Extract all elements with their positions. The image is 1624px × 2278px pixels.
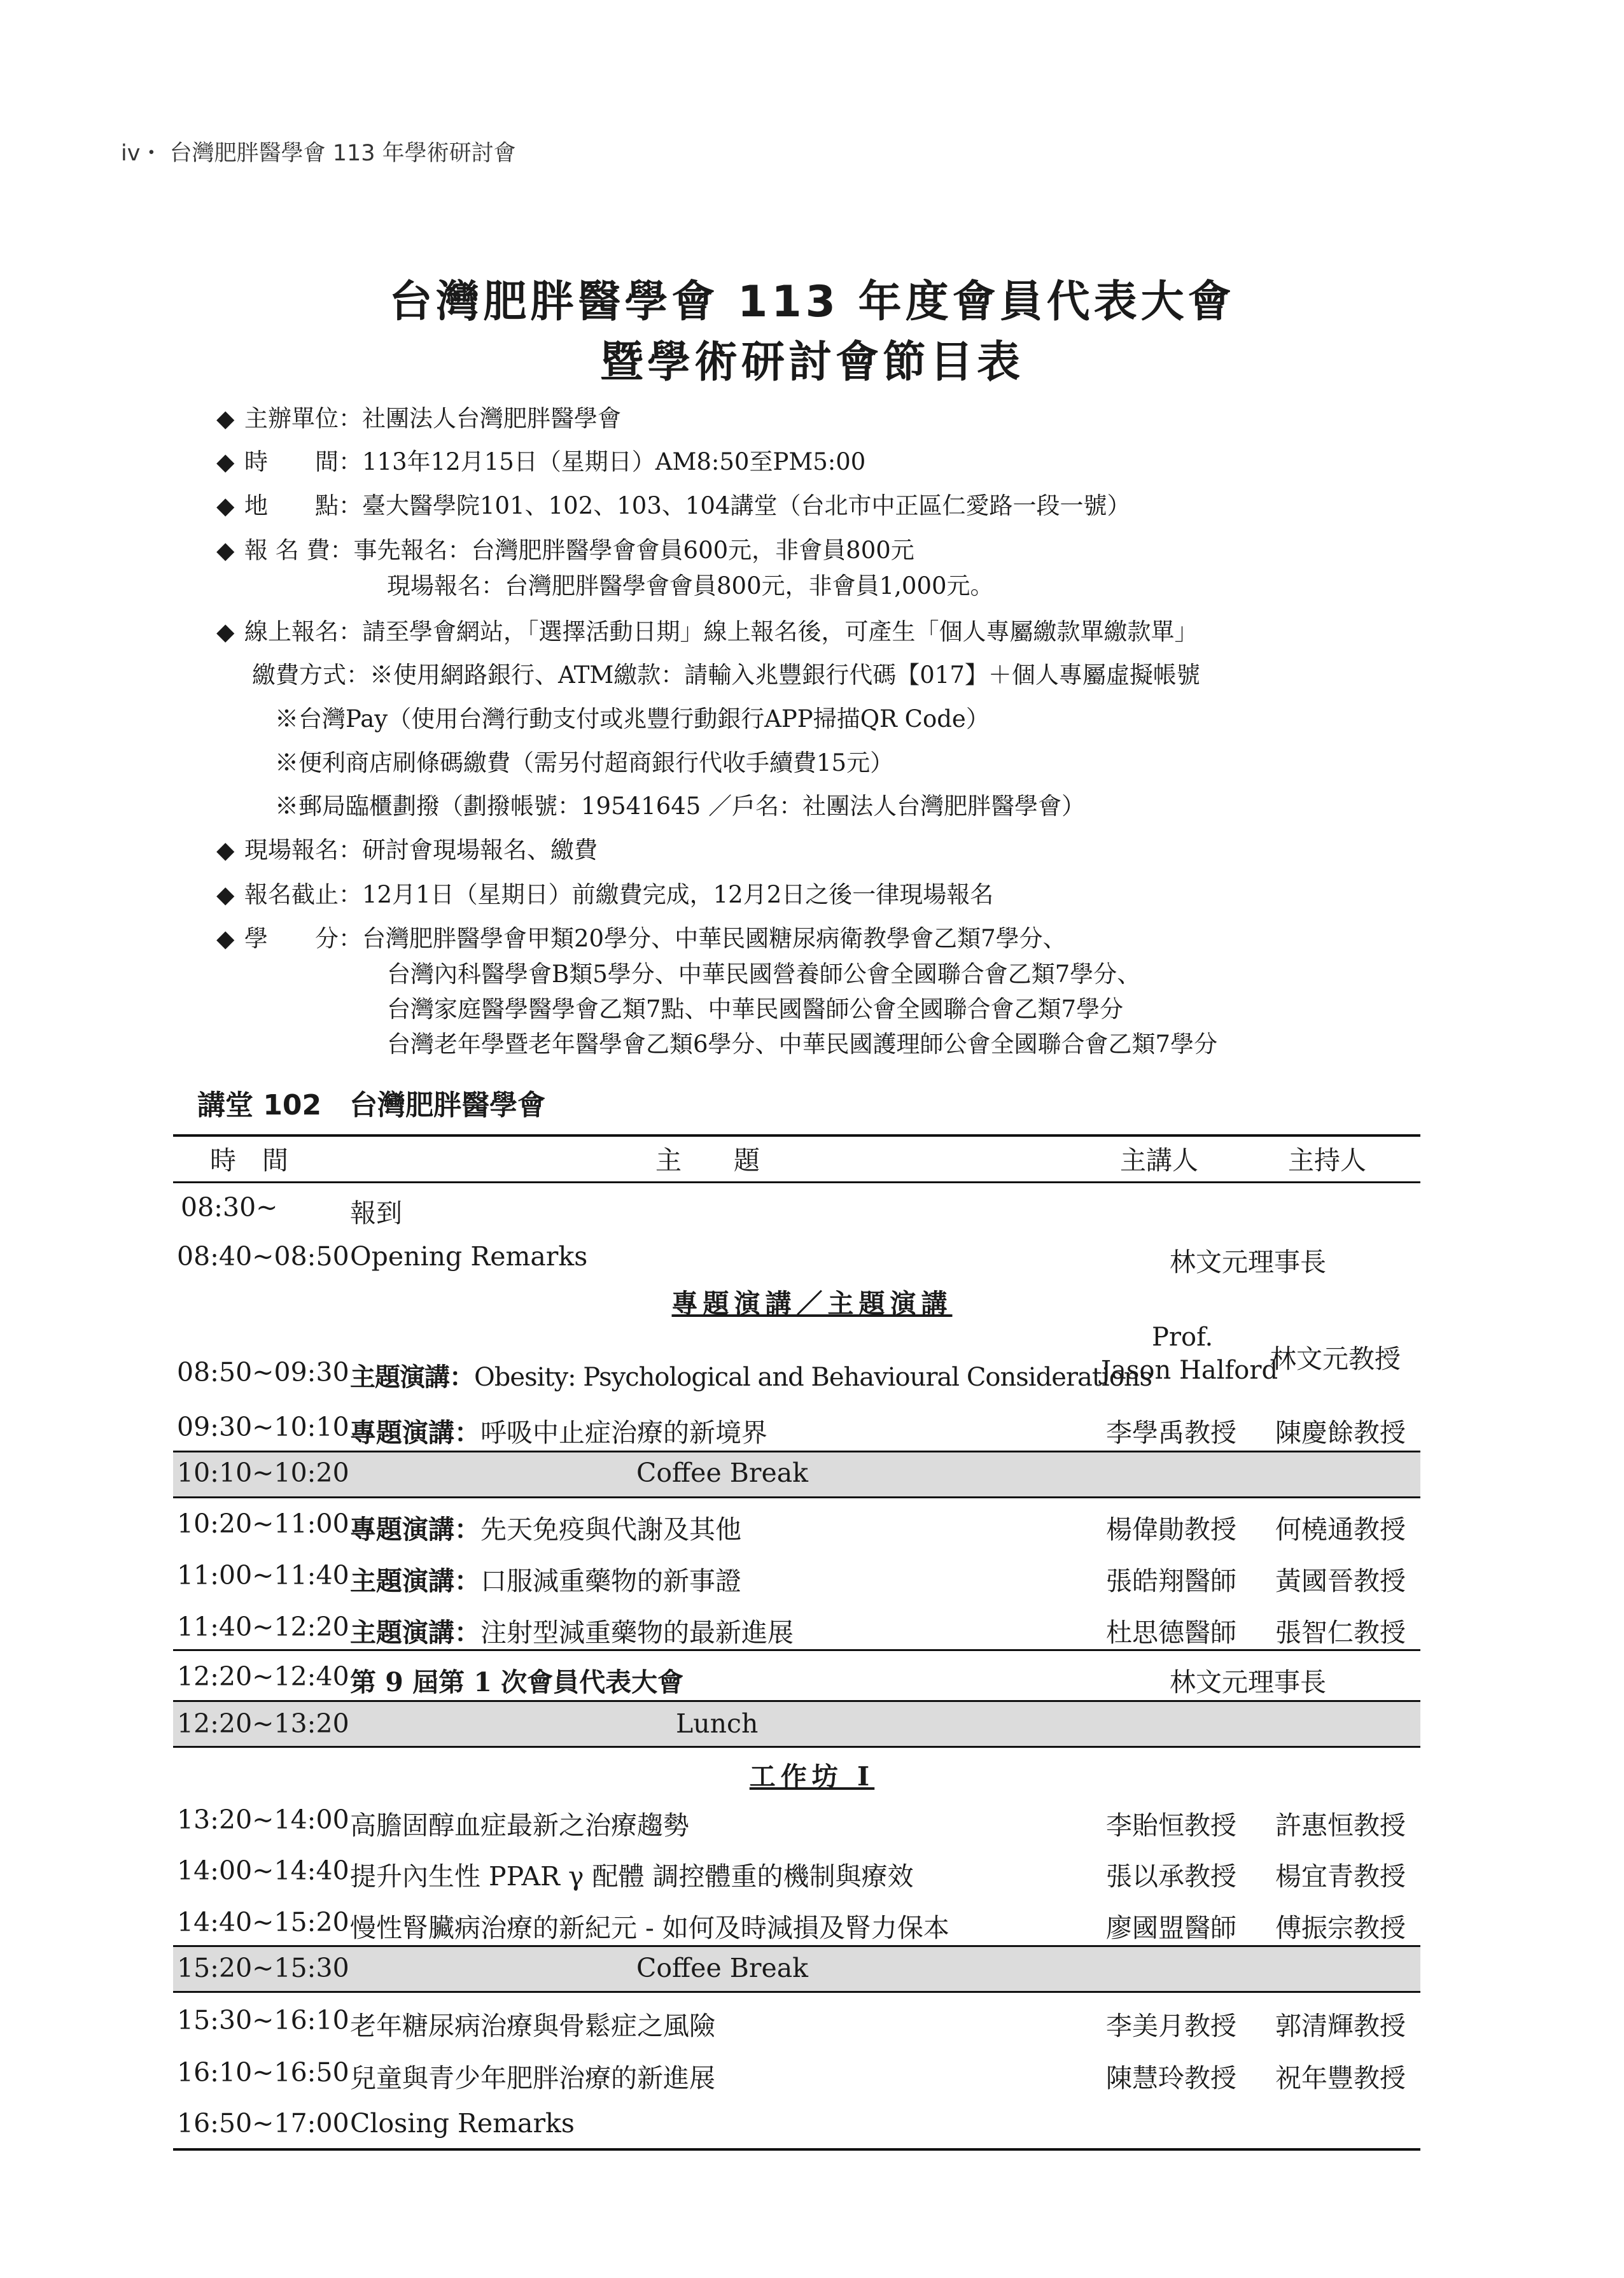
table-row-chair: 黃國晉教授 xyxy=(1275,1566,1406,1596)
table-row-chair: 楊宜青教授 xyxy=(1275,1861,1406,1892)
info-credits-line-2: 台灣內科醫學會B類5學分、中華民國營養師公會全國聯合會乙類7學分、 xyxy=(387,960,1141,988)
table-row-time: 15:20~15:30 xyxy=(177,1953,349,1983)
section-heading-workshop: 工作坊 I xyxy=(749,1761,875,1792)
table-row-chair: 傅振宗教授 xyxy=(1275,1913,1406,1943)
payment-line-3: ※便利商店刷條碼繳費（需另付超商銀行代收手續費15元） xyxy=(275,749,894,777)
page-title-line-1: 台灣肥胖醫學會 113 年度會員代表大會 xyxy=(389,277,1235,327)
info-credits-line-3: 台灣家庭醫學醫學會乙類7點、中華民國醫師公會全國聯合會乙類7學分 xyxy=(387,995,1124,1023)
table-row-chair: 何橈通教授 xyxy=(1275,1514,1406,1545)
table-row-speaker: 杜思德醫師 xyxy=(1106,1617,1236,1648)
table-row-topic: Closing Remarks xyxy=(350,2108,575,2139)
table-row-time: 08:50~09:30 xyxy=(177,1357,349,1388)
table-row-topic: 慢性腎臟病治療的新紀元 - 如何及時減損及腎力保本 xyxy=(350,1913,949,1943)
table-row-chair: 郭清輝教授 xyxy=(1275,2011,1406,2041)
table-row-chair: 林文元教授 xyxy=(1270,1344,1401,1374)
table-top-rule xyxy=(173,1134,1420,1137)
table-row-chair: 祝年豐教授 xyxy=(1275,2063,1406,2093)
table-row-time: 14:40~15:20 xyxy=(177,1907,349,1937)
info-fee: ◆ 報 名 費：事先報名：台灣肥胖醫學會會員600元，非會員800元 xyxy=(216,537,914,564)
header-rule xyxy=(173,1181,1420,1183)
info-online-registration: ◆ 線上報名：請至學會網站，「選擇活動日期」線上報名後，可產生「個人專屬繳款單繳款單」 xyxy=(216,618,1198,645)
table-row-time: 12:20~13:20 xyxy=(177,1708,349,1739)
info-fee-line-2: 現場報名：台灣肥胖醫學會會員800元，非會員1,000元。 xyxy=(387,572,994,600)
table-row-topic: Opening Remarks xyxy=(350,1241,588,1272)
table-row-time: 13:20~14:00 xyxy=(177,1804,349,1835)
table-row-chair: 陳慶餘教授 xyxy=(1275,1417,1406,1448)
break-band xyxy=(173,1700,1420,1748)
page-title-line-2: 暨學術研討會節目表 xyxy=(599,337,1024,388)
table-row-topic: 兒童與青少年肥胖治療的新進展 xyxy=(350,2063,715,2093)
table-row-topic: 報到 xyxy=(350,1198,402,1228)
table-row-topic: Lunch xyxy=(676,1708,759,1739)
diamond-bullet-icon: ◆ xyxy=(216,537,235,564)
table-row-time: 16:10~16:50 xyxy=(177,2057,349,2088)
diamond-bullet-icon: ◆ xyxy=(216,881,235,908)
table-row-topic: 老年糖尿病治療與骨鬆症之風險 xyxy=(350,2011,715,2041)
table-row-time: 12:20~12:40 xyxy=(177,1661,349,1692)
table-row-topic: 主題演講：口服減重藥物的新事證 xyxy=(350,1566,741,1596)
diamond-bullet-icon: ◆ xyxy=(216,405,235,432)
info-onsite-registration: ◆ 現場報名：研討會現場報名、繳費 xyxy=(216,836,598,864)
table-row-speaker-name: Jason Halford xyxy=(1101,1356,1278,1385)
table-row-topic: 專題演講：呼吸中止症治療的新境界 xyxy=(350,1417,767,1448)
table-row-time: 08:30~ xyxy=(181,1192,278,1223)
table-row-speaker: Prof. xyxy=(1152,1323,1214,1352)
table-row-time: 10:20~11:00 xyxy=(177,1508,349,1539)
running-header: iv・ 台灣肥胖醫學會 113 年學術研討會 xyxy=(121,141,516,166)
table-row-time: 09:30~10:10 xyxy=(177,1412,349,1442)
table-row-topic: 主題演講：Obesity: Psychological and Behavioural Considerations xyxy=(350,1362,1152,1392)
payment-line-4: ※郵局臨櫃劃撥（劃撥帳號：19541645 ／戶名：社團法人台灣肥胖醫學會） xyxy=(275,792,1086,820)
info-organizer: ◆ 主辦單位：社團法人台灣肥胖醫學會 xyxy=(216,405,621,432)
table-row-topic: 提升內生性 PPAR γ 配體 調控體重的機制與療效 xyxy=(350,1861,914,1892)
diamond-bullet-icon: ◆ xyxy=(216,492,235,519)
diamond-bullet-icon: ◆ xyxy=(216,448,235,475)
table-row-speaker: 李貽恒教授 xyxy=(1106,1810,1236,1841)
table-row-speaker: 楊偉勛教授 xyxy=(1106,1514,1236,1545)
col-header-chair: 主持人 xyxy=(1288,1145,1366,1176)
table-row-time: 08:40~08:50 xyxy=(177,1241,349,1272)
diamond-bullet-icon: ◆ xyxy=(216,836,235,864)
diamond-bullet-icon: ◆ xyxy=(216,618,235,645)
table-row-speaker: 李學禹教授 xyxy=(1106,1417,1236,1448)
table-row-time: 16:50~17:00 xyxy=(177,2108,349,2139)
info-location: ◆ 地 點：臺大醫學院101、102、103、104講堂（台北市中正區仁愛路一段一號） xyxy=(216,492,1131,519)
table-row-chair: 林文元理事長 xyxy=(1170,1667,1326,1698)
table-row-topic: 主題演講：注射型減重藥物的最新進展 xyxy=(350,1617,794,1648)
table-bottom-rule xyxy=(173,2148,1420,2151)
lecture-hall-title: 講堂 102 台灣肥胖醫學會 xyxy=(197,1089,546,1121)
table-row-speaker: 陳慧玲教授 xyxy=(1106,2063,1236,2093)
table-row-time: 10:10~10:20 xyxy=(177,1458,349,1488)
table-row-chair: 許惠恒教授 xyxy=(1275,1810,1406,1841)
table-row-topic: Coffee Break xyxy=(636,1458,809,1488)
table-row-time: 11:40~12:20 xyxy=(177,1612,349,1642)
payment-line-2: ※台灣Pay（使用台灣行動支付或兆豐行動銀行APP掃描QR Code） xyxy=(275,705,990,733)
table-row-speaker: 李美月教授 xyxy=(1106,2011,1236,2041)
table-row-chair: 林文元理事長 xyxy=(1170,1247,1326,1277)
diamond-bullet-icon: ◆ xyxy=(216,925,235,952)
table-row-topic: 高膽固醇血症最新之治療趨勢 xyxy=(350,1810,689,1841)
info-deadline: ◆ 報名截止：12月1日（星期日）前繳費完成，12月2日之後一律現場報名 xyxy=(216,881,994,908)
table-row-topic: 第 9 屆第 1 次會員代表大會 xyxy=(350,1667,684,1698)
col-header-topic: 主 題 xyxy=(655,1145,760,1176)
table-row-topic: 專題演講：先天免疫與代謝及其他 xyxy=(350,1514,741,1545)
table-row-time: 11:00~11:40 xyxy=(177,1560,349,1591)
table-row-time: 14:00~14:40 xyxy=(177,1855,349,1886)
table-row-speaker: 張以承教授 xyxy=(1106,1861,1236,1892)
info-time: ◆ 時 間：113年12月15日（星期日）AM8:50至PM5:00 xyxy=(216,448,866,475)
table-row-time: 15:30~16:10 xyxy=(177,2005,349,2035)
payment-method: 繳費方式：※使用網路銀行、ATM繳款：請輸入兆豐銀行代碼【017】＋個人專屬虛擬帳號 xyxy=(252,661,1200,689)
section-heading-lectures: 專題演講／主題演講 xyxy=(671,1288,953,1319)
table-row-topic: Coffee Break xyxy=(636,1953,809,1983)
table-row-speaker: 張皓翔醫師 xyxy=(1106,1566,1236,1596)
row-rule xyxy=(173,1649,1420,1651)
col-header-speaker: 主講人 xyxy=(1120,1145,1198,1176)
table-row-speaker: 廖國盟醫師 xyxy=(1106,1913,1236,1943)
info-credits: ◆ 學 分：台灣肥胖醫學會甲類20學分、中華民國糖尿病衛教學會乙類7學分、 xyxy=(216,925,1067,952)
table-row-chair: 張智仁教授 xyxy=(1275,1617,1406,1648)
col-header-time: 時 間 xyxy=(210,1145,288,1176)
info-credits-line-4: 台灣老年學暨老年醫學會乙類6學分、中華民國護理師公會全國聯合會乙類7學分 xyxy=(387,1030,1218,1058)
